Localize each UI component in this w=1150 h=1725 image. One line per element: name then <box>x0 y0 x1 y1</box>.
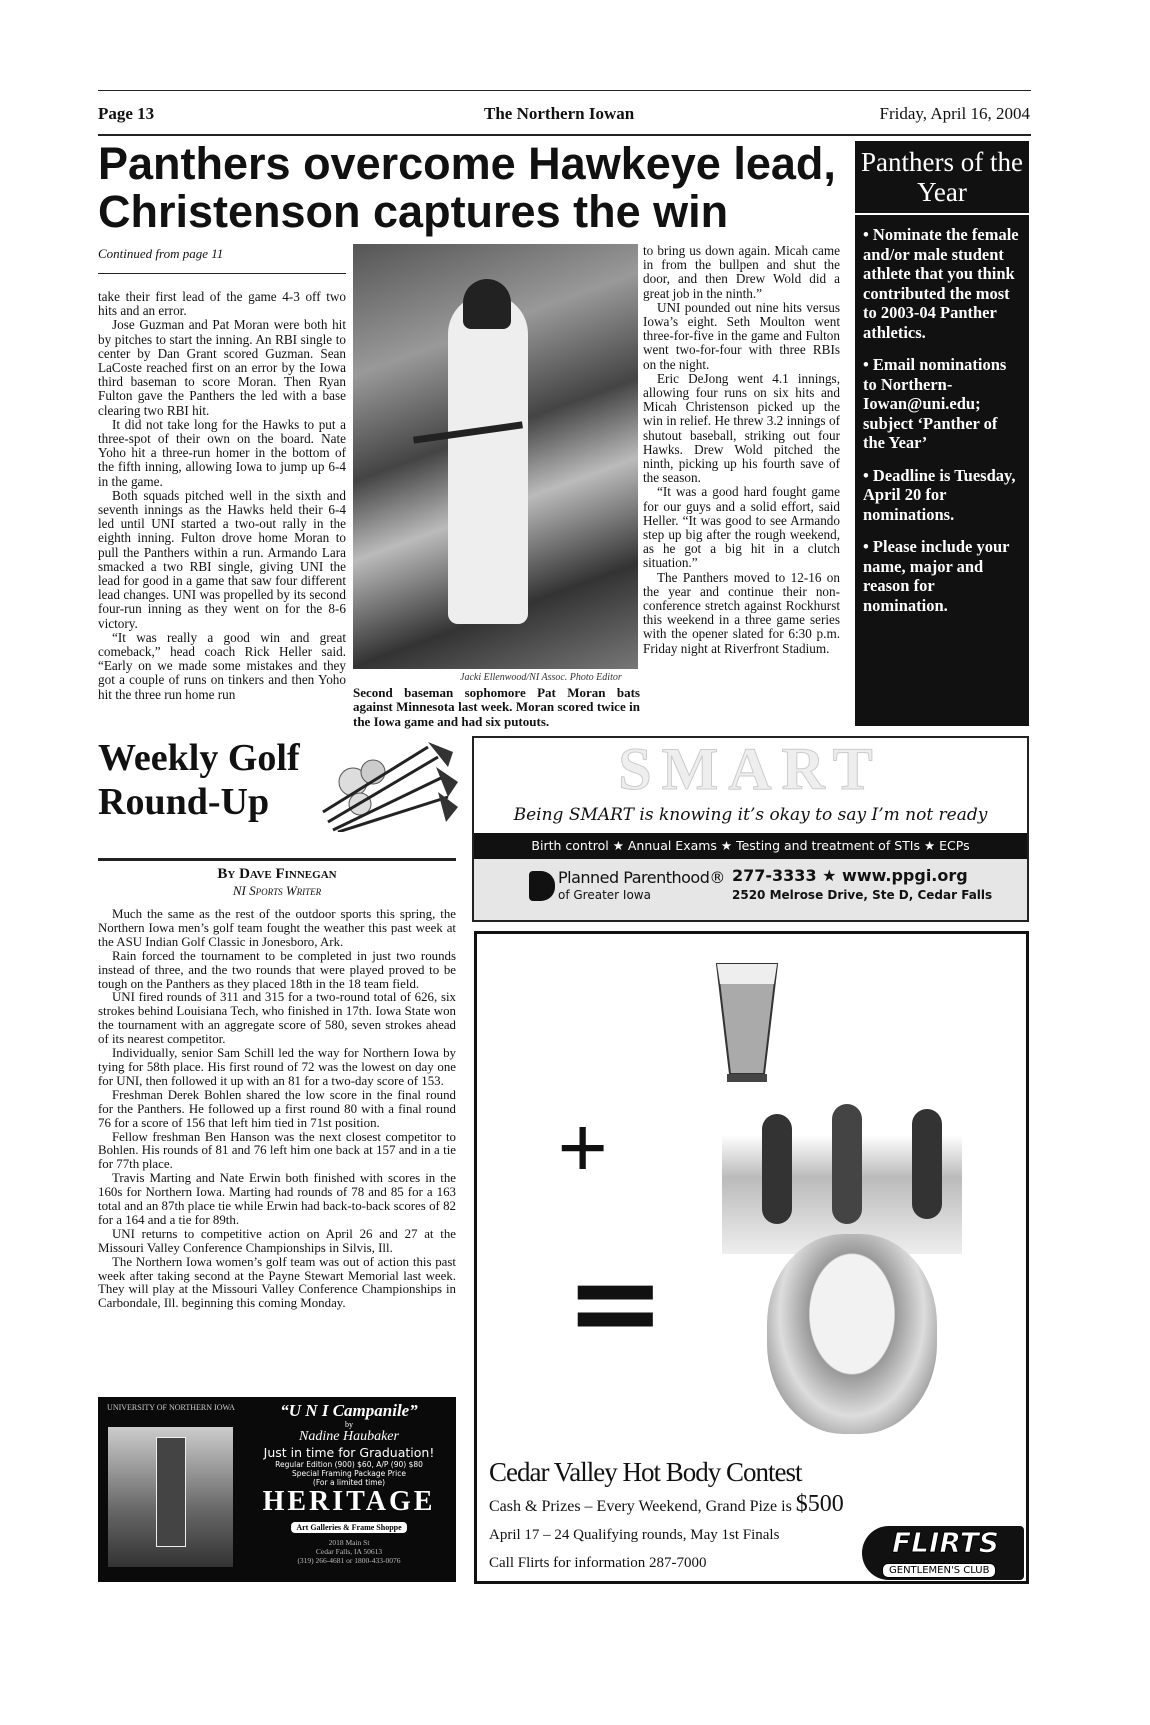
services-bar: Birth control ★ Annual Exams ★ Testing and treatment of STIs ★ ECPs <box>474 833 1027 859</box>
prize-amount: $500 <box>795 1491 844 1517</box>
face-photo <box>767 1234 937 1434</box>
header-rule <box>98 134 1031 136</box>
sidebar-title: Panthers of the Year <box>855 147 1029 215</box>
flirts-logo-subtitle: GENTLEMEN'S CLUB <box>882 1563 996 1578</box>
paragraph: Fellow freshman Ben Hanson was the next closest competitor to Bohlen. His rounds of 81 and 76 left him one back at 157 and in a tie for 77th place. <box>98 1129 456 1172</box>
paragraph: UNI returns to competitive action on April 26 and 27 at the Missouri Valley Conference Championships in Silvis, Ill. <box>98 1226 456 1255</box>
golf-clubs-icon <box>318 742 458 832</box>
paragraph: UNI pounded out nine hits versus Iowa’s eight. Seth Moulton went three-for-five in the game and Fulton went two-for-four with three RBIs on the night. <box>643 299 840 372</box>
contest-title: Cedar Valley Hot Body Contest <box>489 1457 802 1487</box>
plus-sign: + <box>557 1099 609 1198</box>
paragraph: Rain forced the tournament to be completed in just two rounds instead of three, and the two rounds that were played proved to be tough on the Panthers as they placed 18th in the 18 team field. <box>98 948 456 991</box>
paragraph: The Northern Iowa women’s golf team was out of action this past week after taking second at the Payne Stewart Memorial last week. They will play at the Missouri Valley Conference Championships in Carbondale, Ill. beginning this coming Monday. <box>98 1254 456 1311</box>
flirts-ad <box>474 931 1029 1584</box>
headline-line-1: Panthers overcome Hawkeye lead, <box>98 138 836 189</box>
ad-address: 2520 Melrose Drive, Ste D, Cedar Falls <box>732 888 993 902</box>
ad-phone: (319) 266-4681 or 1800-433-0076 <box>297 1556 401 1565</box>
article-column-3 <box>643 244 840 656</box>
paragraph: take their first lead of the game 4-3 off two hits and an error. <box>98 289 346 319</box>
ad-address: 2018 Main St <box>328 1538 370 1547</box>
author-name: By Dave Finnegan <box>217 866 337 882</box>
ad-price: Regular Edition (900) $60, A/P (90) $80 <box>275 1460 423 1469</box>
paragraph: “It was a good hard fought game for our guys and a solid effort, said Heller. “It was good to see Armando step up big after the rough weekend, as he got a big hit in a clutch situation.” <box>643 484 840 571</box>
paragraph: Freshman Derek Bohlen shared the low score in the final round for the Panthers. He followed up a first round 80 with a final round 76 for a score of 156 that left him tied in 71st position. <box>98 1087 456 1130</box>
sidebar-item: • Nominate the female and/or male student athlete that you think contributed the most to 2003-04 Panther athletics. <box>863 225 1019 342</box>
continued-rule <box>98 273 346 274</box>
golf-headline-line: Weekly Golf <box>98 737 300 779</box>
paragraph: Much the same as the rest of the outdoor sports this spring, the Northern Iowa men’s golf team fought the weather this past week at the ASU Indian Golf Classic in Jonesboro, Ark. <box>98 907 456 949</box>
paragraph: The Panthers moved to 12-16 on the year and continue their non-conference stretch against Rockhurst this weekend in a three game series with the opener slated for 6:30 p.m. Friday night at Riverfront Stadium. <box>643 569 840 656</box>
page-number: Page 13 <box>98 104 155 123</box>
golf-byline <box>98 866 456 899</box>
flirts-logo <box>862 1526 1024 1580</box>
author-role: NI Sports Writer <box>232 883 322 898</box>
ad-slogan: Being SMART is knowing it’s okay to say I’m not ready <box>513 805 988 825</box>
sidebar-item: • Deadline is Tuesday, April 20 for nominations. <box>863 465 1016 524</box>
beer-glass-icon <box>712 959 782 1099</box>
paragraph: Individually, senior Sam Schill led the way for Northern Iowa by tying for 58th place. His first round of 72 was the lowest on day one for UNI, then followed it up with an 81 for a two-day score of 153. <box>98 1046 456 1088</box>
paragraph: Both squads pitched well in the sixth and seventh innings as the Hawks held their 6-4 led until UNI started a two-out rally in the eighth inning. Fulton drove home Moran to pull the Panthers within a run. Armando Lara smacked a two RBI single, giving UNI the lead for good in a game that saw four different lead changes. UNI was propelled by its second four-run inning as they went on for the 8-6 victory. <box>98 487 346 631</box>
ad-framing: Special Framing Package Price <box>292 1469 406 1478</box>
paragraph: Jose Guzman and Pat Moran were both hit by pitches to start the inning. An RBI single to center by Dan Grant scored Guzman. Sean LaCoste reached first on an error by the Iowa third baseman to score Moran. Then Ryan Fulton gave the Panthers the led with a base clearing two RBI hit. <box>98 317 346 418</box>
batter-helmet <box>463 279 511 329</box>
org-subtitle: of Greater Iowa <box>558 888 651 902</box>
ad-city: Cedar Falls, IA 50613 <box>315 1547 383 1556</box>
paper-name: The Northern Iowan <box>484 104 635 123</box>
ad-contact: 277-3333 ★ www.ppgi.org <box>732 866 968 885</box>
paragraph: “It was really a good win and great comeback,” head coach Rick Heller said. “Early on we made some mistakes and they got a couple of runs on tinkers and then Yoho hit the three run home run <box>98 629 346 702</box>
prize-text: Cash & Prizes – Every Weekend, Grand Pize is <box>489 1498 792 1515</box>
beach-photo <box>722 1084 962 1254</box>
ad-title: “U N I Campanile” <box>280 1401 418 1420</box>
headline-line-2: Christenson captures the win <box>98 186 729 237</box>
paragraph: Travis Marting and Nate Erwin both finished with scores in the 160s for Northern Iowa. Marting had rounds of 78 and 85 for a 163 total and an 87th place tie while Erwin had back-to-back scores of 82 for a 164 and a tie for 89th. <box>98 1171 456 1227</box>
ad-university-label: UNIVERSITY OF NORTHERN IOWA <box>107 1403 235 1412</box>
heritage-ad <box>98 1397 456 1582</box>
campanile-tower <box>156 1437 186 1547</box>
dates-line: April 17 – 24 Qualifying rounds, May 1st Finals <box>489 1527 780 1543</box>
smart-background-word: SMART <box>618 736 883 802</box>
top-rule <box>98 90 1031 91</box>
sidebar-item: • Please include your name, major and reason for nomination. <box>863 537 1010 615</box>
ad-tagline: Just in time for Graduation! <box>263 1445 435 1460</box>
baseball-photo <box>353 244 638 669</box>
golf-rule <box>98 858 456 861</box>
flirts-logo-text: FLIRTS <box>892 1526 999 1559</box>
continued-note: Continued from page 11 <box>98 246 224 261</box>
issue-date: Friday, April 16, 2004 <box>879 104 1030 123</box>
contact-line: Call Flirts for information 287-7000 <box>489 1555 707 1571</box>
planned-parenthood-logo-icon <box>529 871 555 901</box>
prize-line <box>489 1490 844 1521</box>
campanile-image <box>108 1427 233 1567</box>
paragraph: Eric DeJong went 4.1 innings, allowing four runs on six hits and Micah Christenson picked up the win in relief. He threw 3.2 innings of shutout baseball, striking out four Hawks. Drew Wold pitched the ninth, picking up his fourth save of the season. <box>643 370 840 486</box>
photo-credit: Jacki Ellenwood/NI Assoc. Photo Editor <box>460 672 622 683</box>
paragraph: UNI fired rounds of 311 and 315 for a two-round total of 626, six strokes behind Louisiana Tech, who finished in 17th. Iowa State won the tournament with an aggregate score of 580, seven strokes ahead of its nearest competitor. <box>98 990 456 1047</box>
photo-caption: Second baseman sophomore Pat Moran bats against Minnesota last week. Moran scored twice in the Iowa game and had six putouts. <box>353 685 640 729</box>
ad-by: by <box>345 1420 353 1429</box>
sidebar-item: • Email nominations to Northern-Iowan@uni.edu; subject ‘Panther of the Year’ <box>863 355 1007 452</box>
article-headline <box>98 140 855 236</box>
ad-artist: Nadine Haubaker <box>299 1429 399 1444</box>
equals-sign: = <box>565 1234 666 1373</box>
golf-headline <box>98 736 300 824</box>
panthers-of-year-box <box>855 141 1029 726</box>
planned-parenthood-ad <box>472 736 1029 922</box>
heritage-subtitle: Art Galleries & Frame Shoppe <box>291 1522 406 1533</box>
paragraph: to bring us down again. Micah came in from the bullpen and shut the door, and then Drew Wold did a great job in the ninth.” <box>643 243 840 301</box>
org-name: Planned Parenthood® <box>558 868 725 887</box>
heritage-logo: HERITAGE <box>262 1486 436 1517</box>
paragraph: It did not take long for the Hawks to put a three-spot of their own on the board. Nate Yoho hit a three-run homer in the bottom of the fifth inning, allowing Iowa to jump up 6-4 in the game. <box>98 416 346 489</box>
ad-limited: (For a limited time) <box>312 1478 386 1487</box>
golf-headline-line: Round-Up <box>98 781 270 823</box>
golf-article-body <box>98 908 456 1311</box>
batter-figure <box>448 294 528 624</box>
article-column-1 <box>98 290 346 702</box>
